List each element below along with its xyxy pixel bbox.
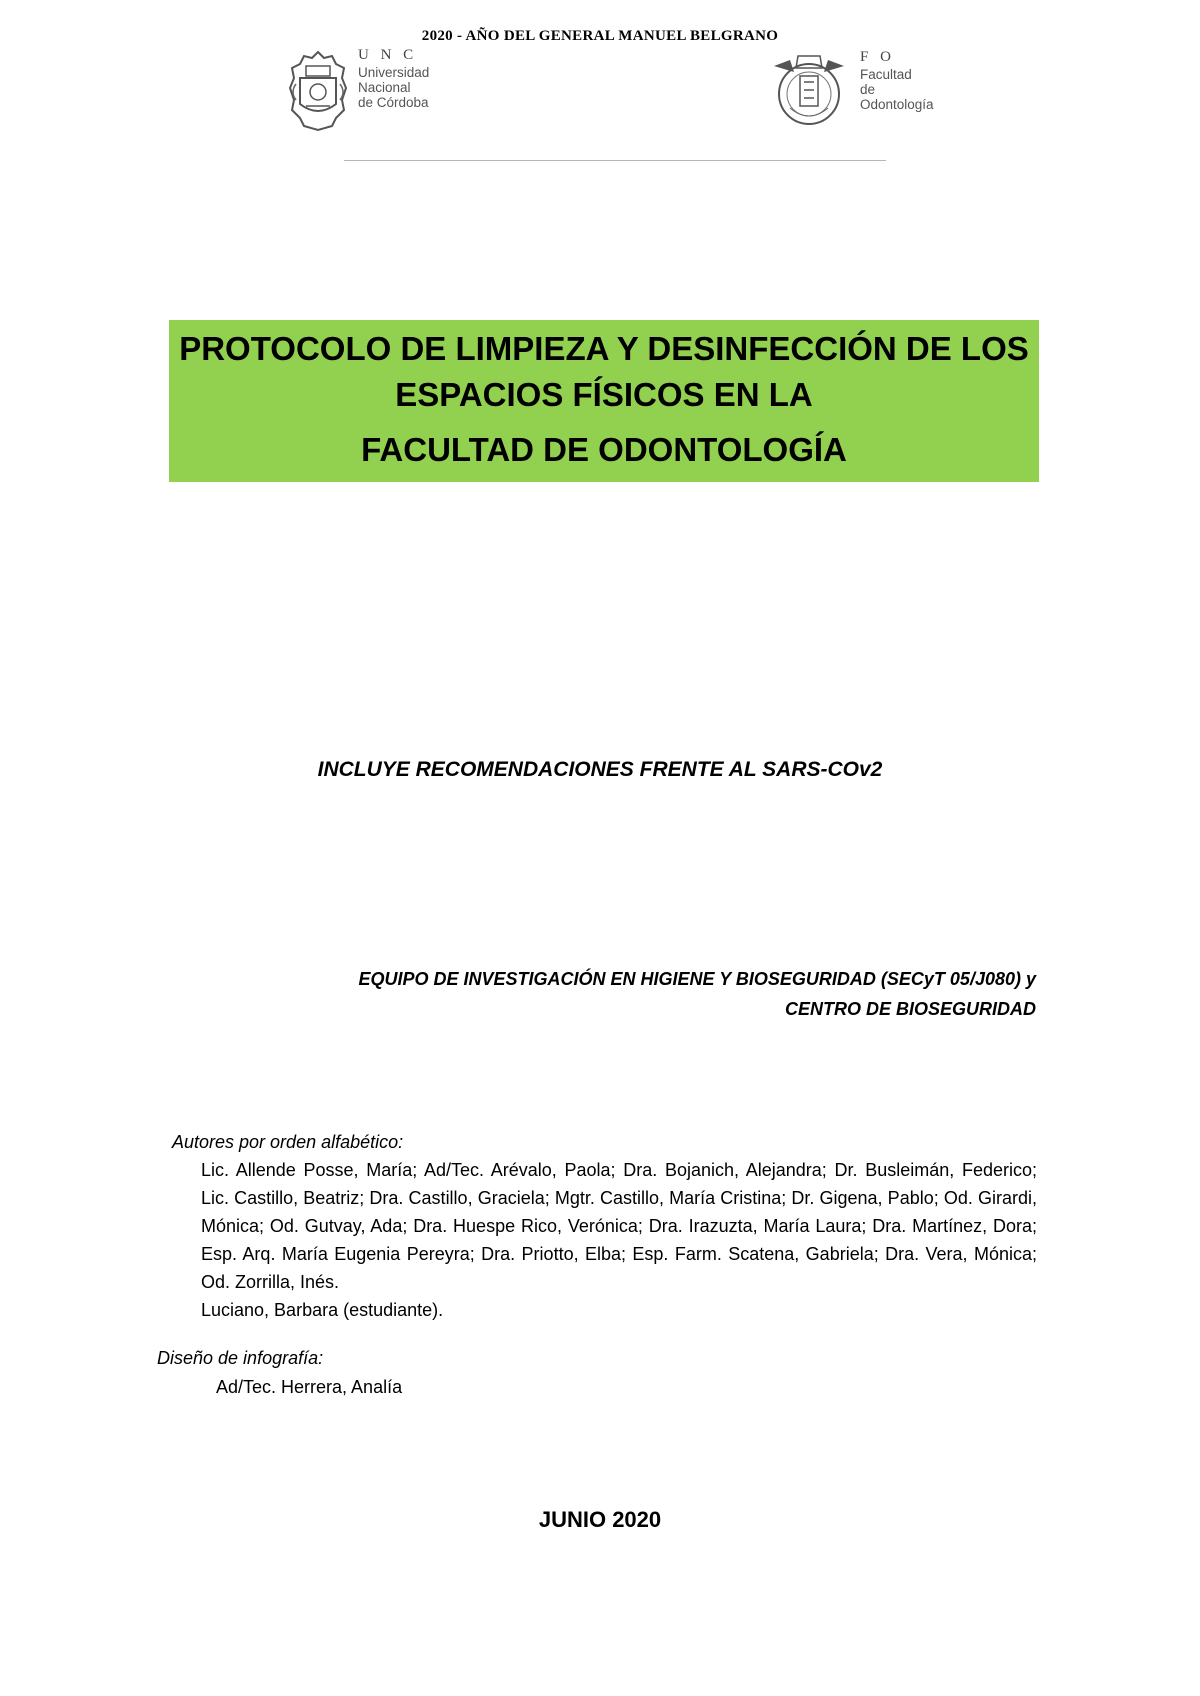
authors-student: Luciano, Barbara (estudiante). [201,1300,444,1320]
fo-abbr: F O [860,49,895,65]
document-title-line: ESPACIOS FÍSICOS EN LA [395,376,813,413]
design-author: Ad/Tec. Herrera, Analía [216,1377,403,1397]
authors-list [201,1156,1037,1324]
research-team-line: CENTRO DE BIOSEGURIDAD [784,999,1036,1019]
unc-abbr: U N C [358,47,418,63]
research-team-line: EQUIPO DE INVESTIGACIÓN EN HIGIENE Y BIOSEGURIDAD (SECyT 05/J080) y [358,969,1036,989]
header-divider [344,160,886,161]
authors-label: Autores por orden alfabético: [172,1132,404,1152]
authors-names: Lic. Allende Posse, María; Ad/Tec. Arévalo, Paola; Dra. Bojanich, Alejandra; Dr. Busleimán, Federico; Lic. Castillo, Beatriz; Dra. Castillo, Graciela; Mgtr. Castillo, María Cristina; Dr. Gigena, Pablo; Od. Girardi, Mónica; Od. Gutvay, Ada; Dra. Huespe Rico, Verónica; Dra. Irazuzta, María Laura; Dra. Martínez, Dora; Esp. Arq. María Eugenia Pereyra; Dra. Priotto, Elba; Esp. Farm. Scatena, Gabriela; Dra. Vera, Mónica; Od. Zorrilla, Inés. [201,1160,1037,1292]
fo-seal-icon [766,50,852,128]
document-title-box [169,320,1039,482]
document-subtitle: INCLUYE RECOMENDACIONES FRENTE AL SARS-COv2 [317,758,883,781]
document-date: JUNIO 2020 [538,1507,662,1532]
header-year-line: 2020 - AÑO DEL GENERAL MANUEL BELGRANO [421,28,779,44]
research-team [136,964,1036,1024]
fo-logo-text [860,50,934,112]
design-label [157,1345,323,1371]
design-label-colon: : [318,1348,324,1368]
document-title-line: PROTOCOLO DE LIMPIEZA Y DESINFECCIÓN DE LOS [179,330,1029,367]
unc-logo [286,48,429,132]
unc-line: Nacional [358,80,411,95]
fo-line: Facultad [860,67,912,82]
design-label-text: Diseño de infografía [157,1348,319,1368]
fo-line: de [860,82,876,97]
fo-line: Odontología [860,97,934,112]
document-title-line: FACULTAD DE ODONTOLOGÍA [361,431,847,468]
unc-logo-text [358,48,429,110]
unc-line: de Córdoba [358,95,429,110]
fo-logo [766,50,934,128]
unc-line: Universidad [358,65,430,80]
unc-seal-icon [286,48,350,132]
